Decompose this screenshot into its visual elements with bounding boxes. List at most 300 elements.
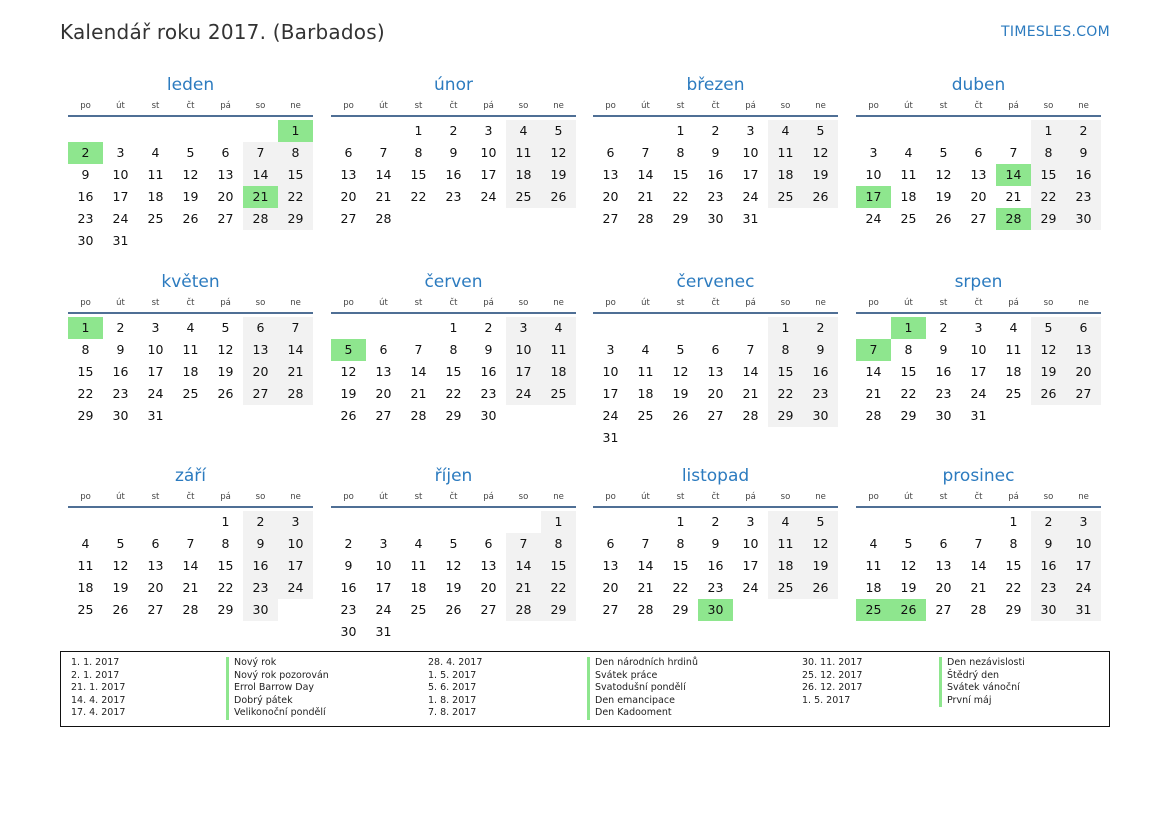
day-cell[interactable]: 3 [116,145,125,160]
weekend-day-cell[interactable]: 2 [1031,511,1066,533]
day-cell[interactable]: 10 [375,558,392,573]
weekend-day-cell[interactable]: 7 [278,317,313,339]
day-cell[interactable]: 21 [1005,189,1022,204]
day-cell[interactable]: 7 [641,536,650,551]
day-cell[interactable]: 5 [939,145,948,160]
day-cell[interactable]: 26 [935,211,952,226]
day-cell[interactable]: 17 [970,364,987,379]
weekend-day-cell[interactable]: 18 [506,164,541,186]
day-cell[interactable]: 31 [970,408,987,423]
day-cell[interactable]: 8 [676,145,685,160]
day-cell[interactable]: 24 [602,408,619,423]
day-cell[interactable]: 25 [77,602,94,617]
day-cell[interactable]: 8 [414,145,423,160]
day-cell[interactable]: 14 [970,558,987,573]
day-cell[interactable]: 29 [445,408,462,423]
day-cell[interactable]: 28 [375,211,392,226]
day-cell[interactable]: 19 [182,189,199,204]
holiday-day-cell[interactable]: 26 [891,599,926,621]
day-cell[interactable]: 4 [414,536,423,551]
weekend-day-cell[interactable]: 6 [243,317,278,339]
day-cell[interactable]: 7 [974,536,983,551]
day-cell[interactable]: 27 [935,602,952,617]
weekend-day-cell[interactable]: 20 [1066,361,1101,383]
day-cell[interactable]: 4 [904,145,913,160]
day-cell[interactable]: 16 [707,167,724,182]
day-cell[interactable]: 4 [1009,320,1018,335]
day-cell[interactable]: 30 [935,408,952,423]
day-cell[interactable]: 17 [112,189,129,204]
day-cell[interactable]: 17 [742,167,759,182]
day-cell[interactable]: 9 [344,558,353,573]
weekend-day-cell[interactable]: 30 [803,405,838,427]
weekend-day-cell[interactable]: 27 [243,383,278,405]
day-cell[interactable]: 10 [480,145,497,160]
day-cell[interactable]: 20 [147,580,164,595]
day-cell[interactable]: 3 [379,536,388,551]
day-cell[interactable]: 23 [445,189,462,204]
day-cell[interactable]: 12 [182,167,199,182]
weekend-day-cell[interactable]: 29 [278,208,313,230]
weekend-day-cell[interactable]: 31 [1066,599,1101,621]
day-cell[interactable]: 30 [340,624,357,639]
holiday-day-cell[interactable]: 7 [856,339,891,361]
day-cell[interactable]: 1 [1009,514,1018,529]
weekend-day-cell[interactable]: 18 [541,361,576,383]
weekend-day-cell[interactable]: 15 [278,164,313,186]
day-cell[interactable]: 8 [81,342,90,357]
day-cell[interactable]: 9 [484,342,493,357]
day-cell[interactable]: 16 [935,364,952,379]
weekend-day-cell[interactable]: 16 [803,361,838,383]
holiday-day-cell[interactable]: 1 [278,120,313,142]
day-cell[interactable]: 2 [344,536,353,551]
day-cell[interactable]: 7 [1009,145,1018,160]
day-cell[interactable]: 9 [939,342,948,357]
weekend-day-cell[interactable]: 17 [278,555,313,577]
day-cell[interactable]: 5 [676,342,685,357]
day-cell[interactable]: 17 [147,364,164,379]
weekend-day-cell[interactable]: 11 [541,339,576,361]
day-cell[interactable]: 15 [900,364,917,379]
day-cell[interactable]: 4 [869,536,878,551]
day-cell[interactable]: 6 [974,145,983,160]
day-cell[interactable]: 29 [1005,602,1022,617]
day-cell[interactable]: 19 [900,580,917,595]
day-cell[interactable]: 21 [375,189,392,204]
day-cell[interactable]: 7 [746,342,755,357]
weekend-day-cell[interactable]: 16 [1031,555,1066,577]
day-cell[interactable]: 2 [449,123,458,138]
day-cell[interactable]: 26 [672,408,689,423]
day-cell[interactable]: 28 [865,408,882,423]
day-cell[interactable]: 3 [151,320,160,335]
day-cell[interactable]: 29 [672,602,689,617]
day-cell[interactable]: 18 [182,364,199,379]
day-cell[interactable]: 23 [112,386,129,401]
day-cell[interactable]: 27 [602,211,619,226]
weekend-day-cell[interactable]: 4 [541,317,576,339]
weekend-day-cell[interactable]: 24 [1066,577,1101,599]
day-cell[interactable]: 6 [379,342,388,357]
day-cell[interactable]: 22 [410,189,427,204]
day-cell[interactable]: 13 [602,167,619,182]
weekend-day-cell[interactable]: 7 [506,533,541,555]
brand-link[interactable]: TIMESLES.COM [1001,24,1110,40]
day-cell[interactable]: 10 [147,342,164,357]
day-cell[interactable]: 8 [221,536,230,551]
day-cell[interactable]: 25 [900,211,917,226]
day-cell[interactable]: 11 [77,558,94,573]
day-cell[interactable]: 14 [742,364,759,379]
day-cell[interactable]: 26 [112,602,129,617]
weekend-day-cell[interactable]: 25 [768,186,803,208]
day-cell[interactable]: 25 [147,211,164,226]
day-cell[interactable]: 26 [217,386,234,401]
day-cell[interactable]: 24 [147,386,164,401]
holiday-day-cell[interactable]: 25 [856,599,891,621]
day-cell[interactable]: 19 [217,364,234,379]
weekend-day-cell[interactable]: 19 [541,164,576,186]
weekend-day-cell[interactable]: 25 [506,186,541,208]
day-cell[interactable]: 18 [1005,364,1022,379]
day-cell[interactable]: 9 [711,536,720,551]
weekend-day-cell[interactable]: 12 [541,142,576,164]
day-cell[interactable]: 9 [449,145,458,160]
weekend-day-cell[interactable]: 5 [1031,317,1066,339]
day-cell[interactable]: 29 [672,211,689,226]
day-cell[interactable]: 20 [707,386,724,401]
weekend-day-cell[interactable]: 14 [243,164,278,186]
day-cell[interactable]: 3 [869,145,878,160]
day-cell[interactable]: 8 [676,536,685,551]
day-cell[interactable]: 3 [746,514,755,529]
day-cell[interactable]: 14 [375,167,392,182]
day-cell[interactable]: 27 [970,211,987,226]
weekend-day-cell[interactable]: 15 [768,361,803,383]
weekend-day-cell[interactable]: 21 [506,577,541,599]
day-cell[interactable]: 27 [602,602,619,617]
weekend-day-cell[interactable]: 7 [243,142,278,164]
day-cell[interactable]: 22 [217,580,234,595]
weekend-day-cell[interactable]: 11 [768,142,803,164]
weekend-day-cell[interactable]: 19 [803,555,838,577]
weekend-day-cell[interactable]: 13 [1066,339,1101,361]
day-cell[interactable]: 23 [77,211,94,226]
day-cell[interactable]: 18 [147,189,164,204]
day-cell[interactable]: 30 [77,233,94,248]
day-cell[interactable]: 13 [147,558,164,573]
day-cell[interactable]: 3 [974,320,983,335]
day-cell[interactable]: 13 [375,364,392,379]
day-cell[interactable]: 14 [637,167,654,182]
day-cell[interactable]: 8 [904,342,913,357]
holiday-day-cell[interactable]: 1 [68,317,103,339]
day-cell[interactable]: 14 [410,364,427,379]
day-cell[interactable]: 7 [186,536,195,551]
day-cell[interactable]: 9 [116,342,125,357]
day-cell[interactable]: 11 [865,558,882,573]
weekend-day-cell[interactable]: 14 [278,339,313,361]
weekend-day-cell[interactable]: 29 [541,599,576,621]
weekend-day-cell[interactable]: 18 [768,164,803,186]
weekend-day-cell[interactable]: 26 [803,577,838,599]
weekend-day-cell[interactable]: 9 [803,339,838,361]
day-cell[interactable]: 18 [637,386,654,401]
day-cell[interactable]: 17 [375,580,392,595]
weekend-day-cell[interactable]: 22 [278,186,313,208]
day-cell[interactable]: 1 [221,514,230,529]
weekend-day-cell[interactable]: 30 [243,599,278,621]
day-cell[interactable]: 27 [217,211,234,226]
day-cell[interactable]: 4 [186,320,195,335]
day-cell[interactable]: 24 [742,189,759,204]
day-cell[interactable]: 21 [742,386,759,401]
weekend-day-cell[interactable]: 3 [278,511,313,533]
day-cell[interactable]: 12 [340,364,357,379]
day-cell[interactable]: 30 [707,211,724,226]
day-cell[interactable]: 16 [707,558,724,573]
weekend-day-cell[interactable]: 10 [1066,533,1101,555]
day-cell[interactable]: 15 [445,364,462,379]
day-cell[interactable]: 11 [637,364,654,379]
day-cell[interactable]: 16 [480,364,497,379]
day-cell[interactable]: 21 [410,386,427,401]
day-cell[interactable]: 15 [77,364,94,379]
day-cell[interactable]: 23 [707,580,724,595]
holiday-day-cell[interactable]: 30 [698,599,733,621]
weekend-day-cell[interactable]: 19 [803,164,838,186]
holiday-day-cell[interactable]: 1 [891,317,926,339]
day-cell[interactable]: 27 [707,408,724,423]
weekend-day-cell[interactable]: 23 [803,383,838,405]
day-cell[interactable]: 23 [935,386,952,401]
holiday-day-cell[interactable]: 17 [856,186,891,208]
weekend-day-cell[interactable]: 15 [1031,164,1066,186]
day-cell[interactable]: 12 [672,364,689,379]
day-cell[interactable]: 22 [1005,580,1022,595]
day-cell[interactable]: 4 [151,145,160,160]
weekend-day-cell[interactable]: 24 [506,383,541,405]
day-cell[interactable]: 27 [340,211,357,226]
weekend-day-cell[interactable]: 8 [768,339,803,361]
day-cell[interactable]: 20 [217,189,234,204]
day-cell[interactable]: 20 [375,386,392,401]
day-cell[interactable]: 6 [344,145,353,160]
weekend-day-cell[interactable]: 5 [541,120,576,142]
weekend-day-cell[interactable]: 17 [1066,555,1101,577]
day-cell[interactable]: 13 [480,558,497,573]
weekend-day-cell[interactable]: 23 [243,577,278,599]
day-cell[interactable]: 7 [379,145,388,160]
day-cell[interactable]: 25 [182,386,199,401]
weekend-day-cell[interactable]: 18 [768,555,803,577]
day-cell[interactable]: 3 [746,123,755,138]
day-cell[interactable]: 25 [1005,386,1022,401]
day-cell[interactable]: 26 [445,602,462,617]
day-cell[interactable]: 17 [480,167,497,182]
day-cell[interactable]: 1 [414,123,423,138]
day-cell[interactable]: 10 [865,167,882,182]
day-cell[interactable]: 31 [112,233,129,248]
day-cell[interactable]: 28 [970,602,987,617]
weekend-day-cell[interactable]: 10 [506,339,541,361]
day-cell[interactable]: 25 [637,408,654,423]
weekend-day-cell[interactable]: 25 [541,383,576,405]
weekend-day-cell[interactable]: 26 [803,186,838,208]
weekend-day-cell[interactable]: 1 [1031,120,1066,142]
weekend-day-cell[interactable]: 19 [1031,361,1066,383]
day-cell[interactable]: 2 [939,320,948,335]
day-cell[interactable]: 5 [449,536,458,551]
day-cell[interactable]: 17 [742,558,759,573]
day-cell[interactable]: 27 [147,602,164,617]
weekend-day-cell[interactable]: 25 [768,577,803,599]
weekend-day-cell[interactable]: 5 [803,511,838,533]
weekend-day-cell[interactable]: 5 [803,120,838,142]
day-cell[interactable]: 10 [970,342,987,357]
day-cell[interactable]: 11 [147,167,164,182]
holiday-day-cell[interactable]: 5 [331,339,366,361]
day-cell[interactable]: 14 [182,558,199,573]
day-cell[interactable]: 23 [340,602,357,617]
day-cell[interactable]: 5 [116,536,125,551]
weekend-day-cell[interactable]: 22 [541,577,576,599]
day-cell[interactable]: 5 [904,536,913,551]
weekend-day-cell[interactable]: 1 [541,511,576,533]
day-cell[interactable]: 2 [116,320,125,335]
day-cell[interactable]: 20 [480,580,497,595]
day-cell[interactable]: 26 [182,211,199,226]
day-cell[interactable]: 11 [1005,342,1022,357]
day-cell[interactable]: 29 [77,408,94,423]
day-cell[interactable]: 16 [340,580,357,595]
day-cell[interactable]: 12 [935,167,952,182]
day-cell[interactable]: 2 [711,123,720,138]
day-cell[interactable]: 18 [900,189,917,204]
day-cell[interactable]: 12 [900,558,917,573]
day-cell[interactable]: 21 [970,580,987,595]
day-cell[interactable]: 28 [410,408,427,423]
weekend-day-cell[interactable]: 28 [278,383,313,405]
weekend-day-cell[interactable]: 26 [541,186,576,208]
weekend-day-cell[interactable]: 28 [506,599,541,621]
weekend-day-cell[interactable]: 12 [803,142,838,164]
day-cell[interactable]: 6 [711,342,720,357]
day-cell[interactable]: 5 [186,145,195,160]
weekend-day-cell[interactable]: 17 [506,361,541,383]
weekend-day-cell[interactable]: 28 [243,208,278,230]
day-cell[interactable]: 19 [340,386,357,401]
day-cell[interactable]: 6 [484,536,493,551]
day-cell[interactable]: 15 [410,167,427,182]
day-cell[interactable]: 12 [445,558,462,573]
weekend-day-cell[interactable]: 9 [1031,533,1066,555]
weekend-day-cell[interactable]: 8 [278,142,313,164]
day-cell[interactable]: 1 [449,320,458,335]
weekend-day-cell[interactable]: 16 [243,555,278,577]
weekend-day-cell[interactable]: 12 [803,533,838,555]
day-cell[interactable]: 8 [1009,536,1018,551]
day-cell[interactable]: 7 [414,342,423,357]
weekend-day-cell[interactable]: 29 [768,405,803,427]
day-cell[interactable]: 6 [939,536,948,551]
day-cell[interactable]: 25 [410,602,427,617]
day-cell[interactable]: 3 [484,123,493,138]
day-cell[interactable]: 14 [637,558,654,573]
day-cell[interactable]: 21 [637,580,654,595]
day-cell[interactable]: 2 [484,320,493,335]
day-cell[interactable]: 28 [637,211,654,226]
weekend-day-cell[interactable]: 2 [803,317,838,339]
holiday-day-cell[interactable]: 2 [68,142,103,164]
day-cell[interactable]: 12 [217,342,234,357]
day-cell[interactable]: 31 [375,624,392,639]
day-cell[interactable]: 10 [602,364,619,379]
weekend-day-cell[interactable]: 22 [768,383,803,405]
day-cell[interactable]: 21 [865,386,882,401]
day-cell[interactable]: 10 [742,145,759,160]
weekend-day-cell[interactable]: 3 [506,317,541,339]
weekend-day-cell[interactable]: 14 [506,555,541,577]
day-cell[interactable]: 15 [1005,558,1022,573]
weekend-day-cell[interactable]: 2 [1066,120,1101,142]
day-cell[interactable]: 13 [970,167,987,182]
weekend-day-cell[interactable]: 16 [1066,164,1101,186]
weekend-day-cell[interactable]: 20 [243,361,278,383]
weekend-day-cell[interactable]: 8 [541,533,576,555]
day-cell[interactable]: 10 [742,536,759,551]
day-cell[interactable]: 20 [602,580,619,595]
weekend-day-cell[interactable]: 1 [768,317,803,339]
day-cell[interactable]: 11 [900,167,917,182]
weekend-day-cell[interactable]: 6 [1066,317,1101,339]
day-cell[interactable]: 15 [672,167,689,182]
day-cell[interactable]: 29 [217,602,234,617]
weekend-day-cell[interactable]: 15 [541,555,576,577]
day-cell[interactable]: 19 [112,580,129,595]
day-cell[interactable]: 11 [410,558,427,573]
weekend-day-cell[interactable]: 9 [1066,142,1101,164]
day-cell[interactable]: 19 [672,386,689,401]
day-cell[interactable]: 23 [707,189,724,204]
day-cell[interactable]: 31 [602,430,619,445]
weekend-day-cell[interactable]: 4 [768,511,803,533]
weekend-day-cell[interactable]: 12 [1031,339,1066,361]
day-cell[interactable]: 14 [865,364,882,379]
day-cell[interactable]: 16 [77,189,94,204]
day-cell[interactable]: 26 [340,408,357,423]
day-cell[interactable]: 1 [676,123,685,138]
day-cell[interactable]: 18 [77,580,94,595]
day-cell[interactable]: 24 [375,602,392,617]
day-cell[interactable]: 27 [480,602,497,617]
holiday-day-cell[interactable]: 21 [243,186,278,208]
weekend-day-cell[interactable]: 9 [243,533,278,555]
day-cell[interactable]: 24 [480,189,497,204]
day-cell[interactable]: 19 [935,189,952,204]
day-cell[interactable]: 3 [606,342,615,357]
day-cell[interactable]: 31 [742,211,759,226]
day-cell[interactable]: 9 [81,167,90,182]
weekend-day-cell[interactable]: 30 [1031,599,1066,621]
day-cell[interactable]: 11 [182,342,199,357]
day-cell[interactable]: 24 [865,211,882,226]
day-cell[interactable]: 4 [641,342,650,357]
day-cell[interactable]: 10 [112,167,129,182]
weekend-day-cell[interactable]: 27 [1066,383,1101,405]
weekend-day-cell[interactable]: 11 [506,142,541,164]
